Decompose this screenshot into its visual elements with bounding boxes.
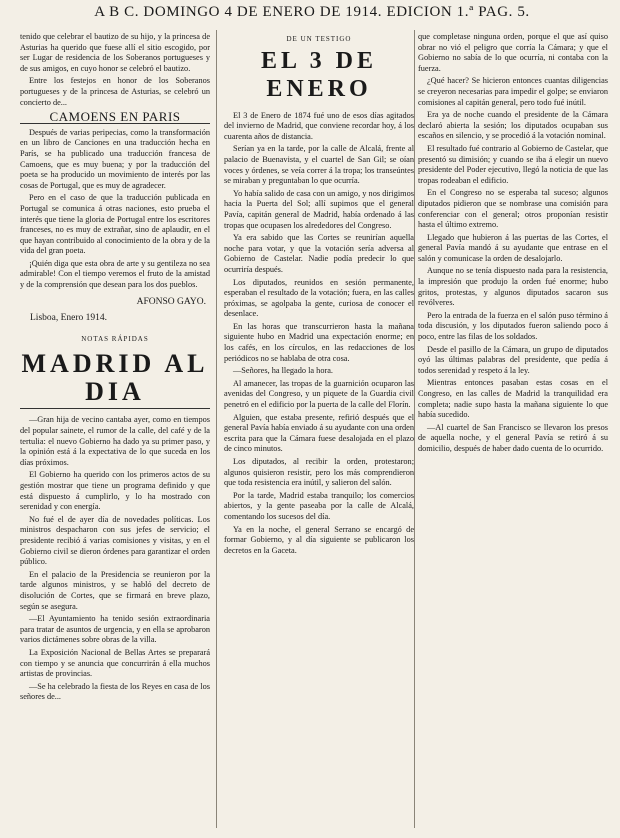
section-title-camoens: CAMOENS EN PARIS xyxy=(20,112,210,124)
paragraph: Ya era sabido que las Cortes se reunirían aquella noche para votar, y que la votación sería adversa al Gobierno de Castelar. Nadie podía predecir lo que ocurriría después. xyxy=(224,233,414,274)
paragraph: Era ya de noche cuando el presidente de la Cámara declaró abierta la sesión; los diputados ocupaban sus escaños en silencio, y se procedió á la votación nominal. xyxy=(418,110,608,141)
paragraph: Yo había salido de casa con un amigo, y nos dirigimos hacia la Puerta del Sol; allí supimos que el general Pavía, capitán general de Madrid, había ordenado á las tropas que ocupasen los alrededores del Congreso. xyxy=(224,188,414,230)
article-title: EL 3 DE ENERO xyxy=(260,47,378,102)
paragraph: Desde el pasillo de la Cámara, un grupo de diputados oyó las últimas palabras del presidente, que pedía á todos serenidad y respeto á la ley. xyxy=(418,344,608,375)
paragraph: El Gobierno ha querido con los primeros actos de su gestión mostrar que tiene un programa definido y que está dispuesto á cumplirlo, y lo ha mostrado con serenidad y con energía. xyxy=(20,470,210,512)
paragraph: Mientras entonces pasaban estas cosas en el Congreso, en las calles de Madrid la tranquilidad era completa; nadie supo hasta la mañana siguiente lo que había sucedido. xyxy=(418,378,608,420)
article-kicker: DE UN TESTIGO xyxy=(286,35,352,43)
paragraph: En el palacio de la Presidencia se reunieron por la tarde algunos ministros, y se habló del decreto de disolución de Cortes, que se firmará en breve plazo, según se asegura. xyxy=(20,569,210,611)
paragraph: ¿Qué hacer? Se hicieron entonces cuantas diligencias se creyeron necesarias para impedir el golpe; se enviaron comisiones al capitán general, pero todo fué inútil. xyxy=(418,76,608,107)
column-1 xyxy=(20,32,210,830)
paragraph: Entre los festejos en honor de los Soberanos portugueses y de la princesa de Asturias, se celebró un concierto de... xyxy=(20,76,210,107)
paragraph: tenido que celebrar el bautizo de su hijo, y la princesa de Asturias ha querido que fuese allí el sitio escogido, por ser Lugar de residencia de los Soberanos portugueses y de sus amigos, en cuyo honor se celebró el bautizo. xyxy=(20,32,210,73)
paragraph: —El Ayuntamiento ha tenido sesión extraordinaria para tratar de asuntos de urgencia, y en ella se aprobaron varios dictámenes sobre obras de la villa. xyxy=(20,614,210,645)
paragraph: Por la tarde, Madrid estaba tranquilo; los comercios abiertos, y la gente paseaba por la calle de Alcalá, comentando los sucesos del día. xyxy=(224,490,414,521)
paragraph: No fué el de ayer día de novedades políticas. Los ministros despacharon con sus jefes de servicio; el presidente recibió á varias comisiones y visitas, y en el Gobierno civil se dieron órdenes para garantizar el orden público. xyxy=(20,514,210,567)
paragraph: Pero la entrada de la fuerza en el salón puso término á toda discusión, y los diputados fueron saliendo poco á poco, entre las filas de los soldados. xyxy=(418,310,608,342)
paragraph: —Al cuartel de San Francisco se llevaron los presos de aquella noche, y el general Pavía se retiró á su domicilio, después de haber dado cuenta de lo ocurrido. xyxy=(418,422,608,453)
paragraph: —Gran hija de vecino cantaba ayer, como en tiempos del popular sainete, el rumor de la calle, del café y de la tertulia: el nuevo Gobierno ha dado ya su primer paso, y la opinión está á la expectativa de lo que suceda en los días próximos. xyxy=(20,415,210,467)
paragraph: Ya en la noche, el general Serrano se encargó de formar Gobierno, y al día siguiente se publicaron los decretos en la Gaceta. xyxy=(224,524,414,555)
running-head: A B C. DOMINGO 4 DE ENERO DE 1914. EDICION 1.ª PAG. 5. xyxy=(94,4,530,20)
paragraph: La Exposición Nacional de Bellas Artes se preparará con tiempo y se anuncia que concurrirán á ella muchos artistas de provincias. xyxy=(20,647,210,679)
paragraph: Alguien, que estaba presente, refirió después que el general Pavía había enviado á su ayudante con una orden escrita para que la Cámara fuese desalojada en el plazo de cinco minutos. xyxy=(224,412,414,454)
paragraph: ¡Quién diga que esta obra de arte y su gentileza no sea admirable! Con el tiempo veremos el fruto de la amistad y de la comprensión que desean para los dos pueblos. xyxy=(20,258,210,290)
paragraph: En las horas que transcurrieron hasta la mañana siguiente hubo en Madrid una expectación enorme; en los cafés, en los círculos, en las redacciones de los periódicos no se hablaba de otra cosa. xyxy=(224,321,414,363)
paragraph: Después de varias peripecias, como la transformación en un libro de Canciones en una traducción hecha en París, se ha publicado una traducción francesa de Camoens, que es muy buena; y por la traducción del poeta se ha producido un movimiento de interés por las cosas de Portugal, que es muy de agradecer. xyxy=(20,127,210,190)
paragraph: —Señores, ha llegado la hora. xyxy=(233,366,333,376)
author-signature: AFONSO GAYO. xyxy=(136,296,206,307)
paragraph: Llegado que hubieron á las puertas de las Cortes, el general Pavía mandó á su ayudante que entrase en el salón y comunicase la orden de desalojarlo. xyxy=(418,232,608,263)
paragraph: Aunque no se tenía dispuesto nada para la resistencia, la impresión que produjo la orden fué enorme; hubo gritos, protestas, y algunos diputados sacaron sus revólveres. xyxy=(418,266,608,308)
paragraph: que completase ninguna orden, porque el que así quiso obrar no vió el peligro que corría la Cámara; y que el Gobierno no sabía de lo que ocurría, ni contaba con la fuerza. xyxy=(418,32,608,73)
column-2 xyxy=(224,32,414,830)
paragraph: —Se ha celebrado la fiesta de los Reyes en casa de los señores de... xyxy=(20,681,210,702)
paragraph: El 3 de Enero de 1874 fué uno de esos días agitados del invierno de Madrid, que conviene recordar hoy, á los cuarenta años de distancia. xyxy=(224,110,414,141)
paragraph: En el Congreso no se esperaba tal suceso; algunos diputados pidieron que se nombrase una comisión para conferenciar con el general; otros proponían resistir hasta el último extremo. xyxy=(418,188,608,230)
paragraph: Los diputados, reunidos en sesión permanente, esperaban el resultado de la votación; fuera, en las calles próximas, se agolpaba la gente, curiosa de conocer el desenlace. xyxy=(224,277,414,319)
column-rule-left xyxy=(216,30,217,828)
paragraph: Al amanecer, las tropas de la guarnición ocuparon las avenidas del Congreso, y un piquete de la Guardia civil penetró en el edificio por la puerta de la calle del Florín. xyxy=(224,378,414,410)
paragraph: Pero en el caso de que la traducción publicada en Portugal se comunica á otras naciones, esto prueba el interés que tiene la gloria de Portugal entre los escritores franceses, no es muy de extrañar, sino de aplaudir, en el que hayan contribuido al conocimiento de la obra y de la vida del gran poeta. xyxy=(20,193,210,256)
dateline: Lisboa, Enero 1914. xyxy=(30,313,108,324)
paragraph: Serían ya en la tarde, por la calle de Alcalá, frente al palacio de Buenavista, y el cuartel de San Gil; se oían voces y órdenes, se veía correr á la tropa; los transeúntes se miraban y preguntaban lo que ocurría. xyxy=(224,144,414,186)
column-rule-right xyxy=(414,30,415,828)
section-kicker: NOTAS RÁPIDAS xyxy=(81,334,149,343)
paragraph: Los diputados, al recibir la orden, protestaron; algunos quisieron resistir, pero los más comprendieron que toda resistencia era inútil, y salieron del salón. xyxy=(224,457,414,488)
section-title-madrid-al-dia: MADRID AL DIA xyxy=(20,350,210,409)
column-3 xyxy=(418,32,608,830)
paragraph: El resultado fué contrario al Gobierno de Castelar, que presentó su dimisión; y cuando se iba á elegir un nuevo presidente del Poder ejecutivo, llegó la noticia de que las tropas rodeaban el edificio. xyxy=(418,143,608,185)
